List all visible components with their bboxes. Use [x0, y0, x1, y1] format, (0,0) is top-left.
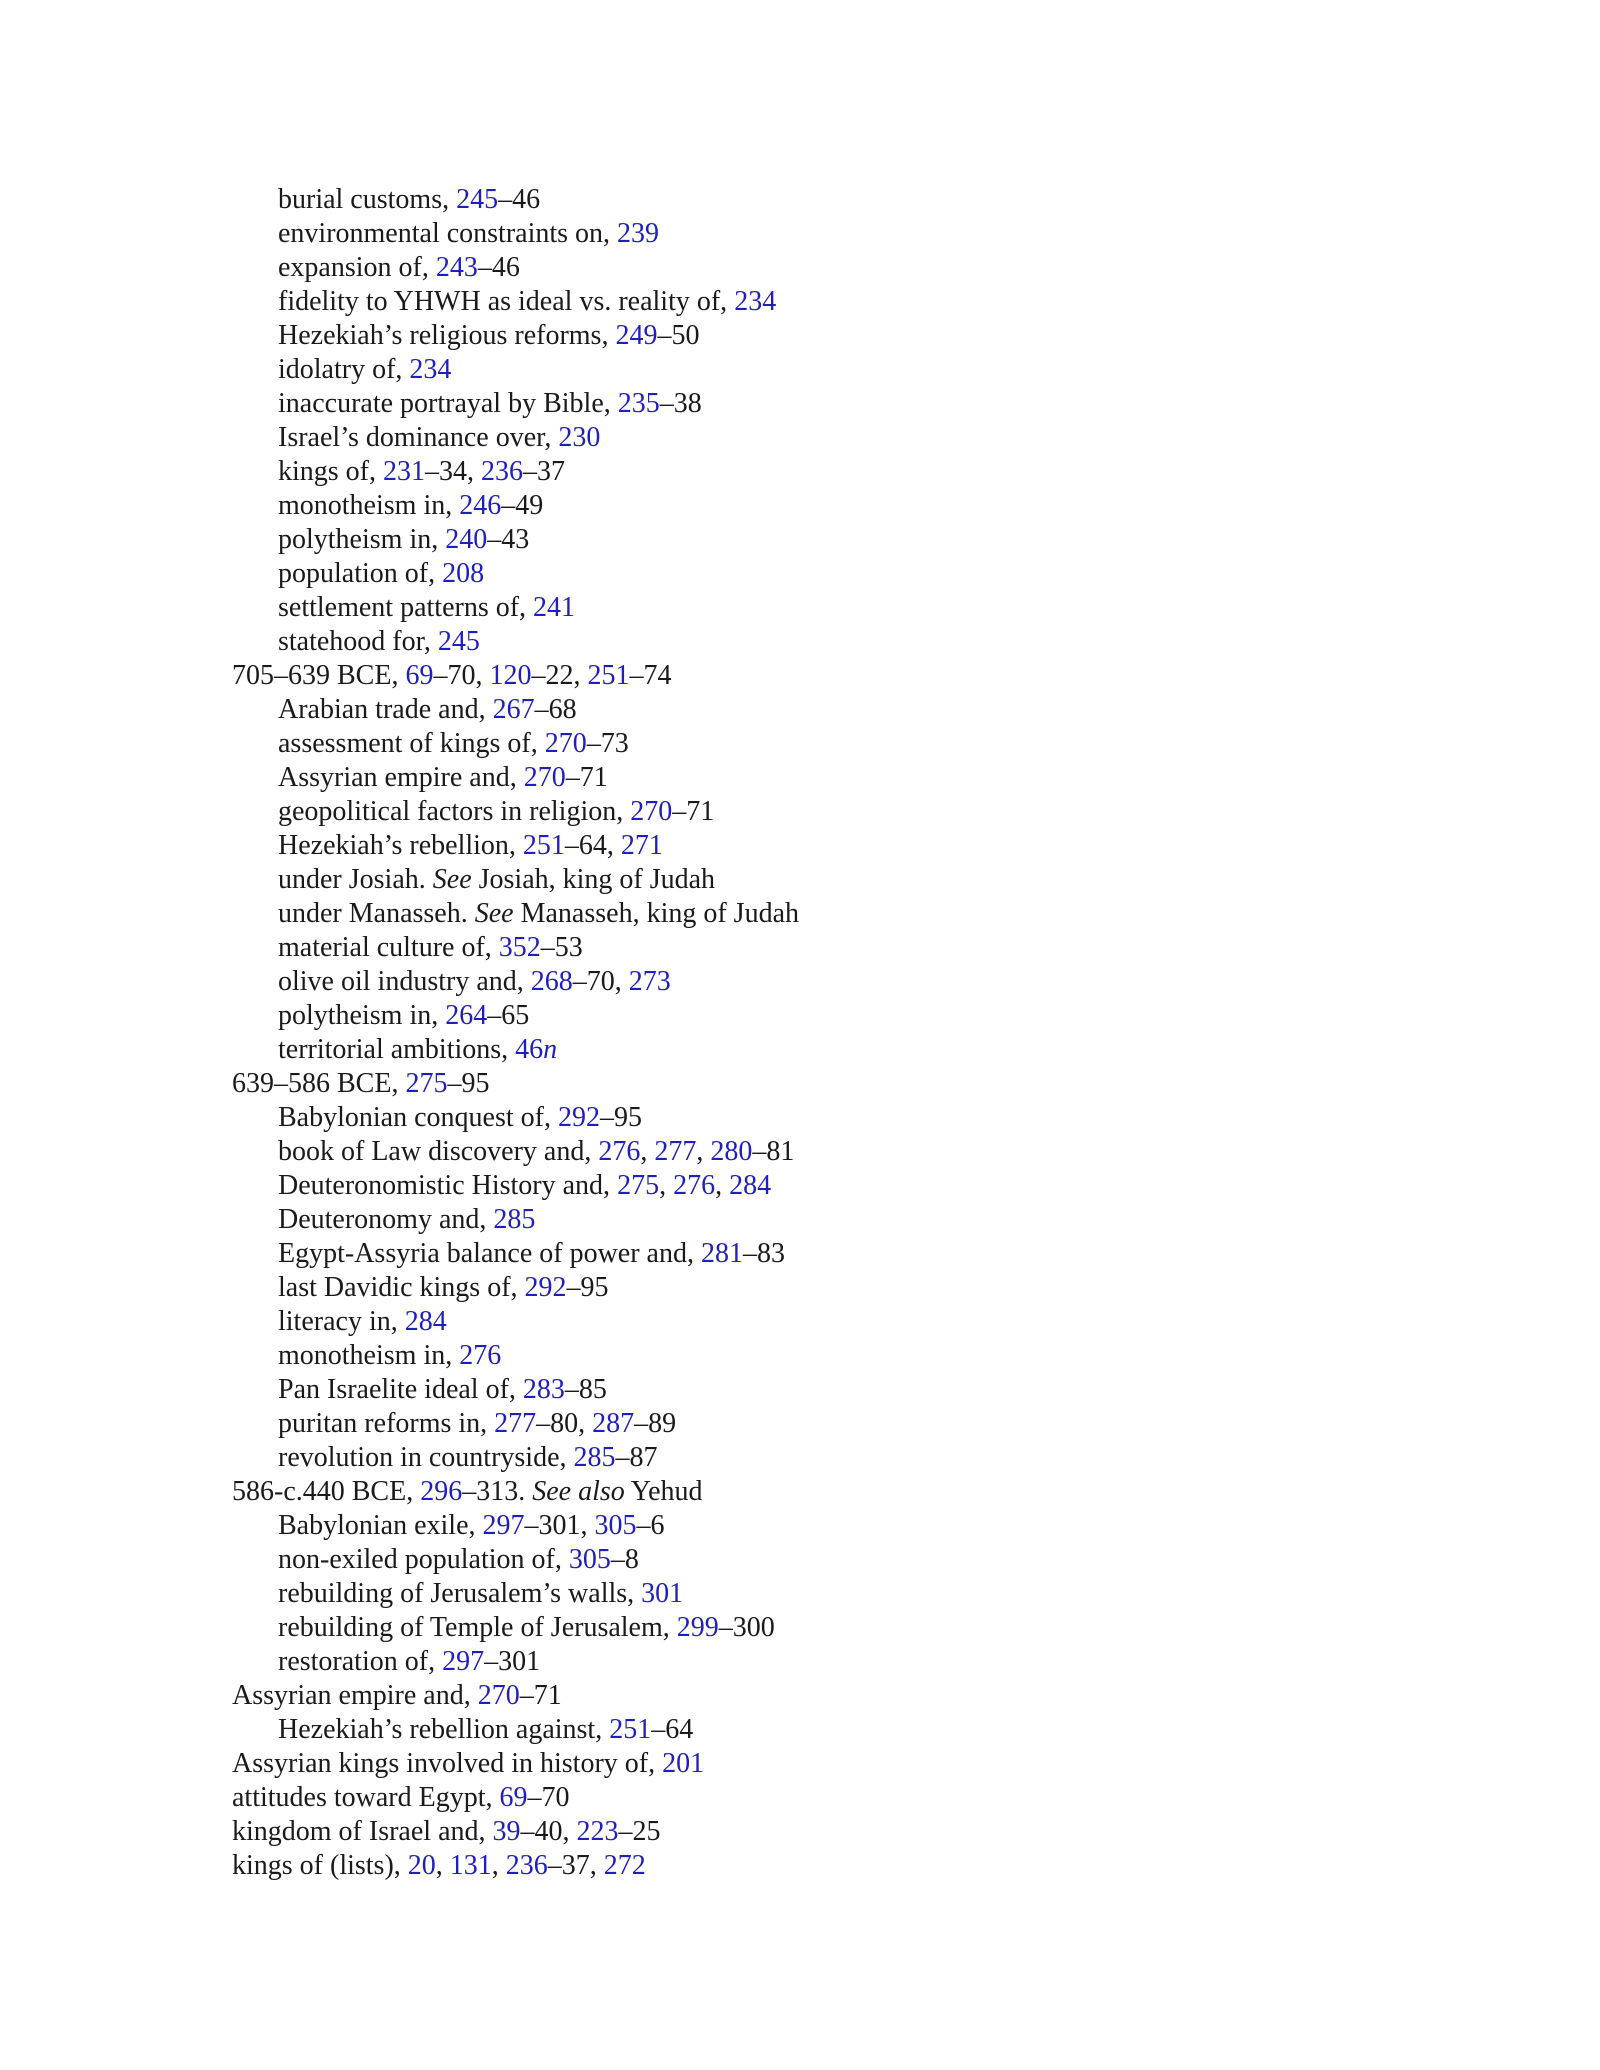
entry-text: settlement patterns of,	[278, 592, 534, 623]
entry-text: –301	[484, 1646, 541, 1677]
page-reference-link[interactable]: 235	[617, 388, 660, 419]
index-main-entry	[232, 1067, 799, 1101]
page-reference-link[interactable]: 272	[603, 1850, 646, 1881]
entry-text: ,	[696, 1136, 711, 1167]
index-main-entry	[232, 1679, 799, 1713]
entry-text: –43	[487, 524, 530, 555]
page-reference-link[interactable]: 299	[676, 1612, 719, 1643]
entry-text: –34,	[425, 456, 481, 487]
page-reference-link[interactable]: 270	[477, 1680, 520, 1711]
entry-text: environmental constraints on,	[278, 218, 618, 249]
page-reference-link[interactable]: 267	[492, 694, 535, 725]
page-reference-link[interactable]: 270	[523, 762, 566, 793]
entry-text: ,	[491, 1850, 506, 1881]
page-reference-link[interactable]: 287	[592, 1408, 635, 1439]
page-reference-link[interactable]: 352	[498, 932, 541, 963]
page-reference-link[interactable]: 280	[710, 1136, 753, 1167]
index-main-entry	[232, 1849, 799, 1883]
entry-text: –37	[523, 456, 565, 487]
entry-text: –313.	[462, 1476, 533, 1507]
entry-text: kings of (lists),	[232, 1850, 408, 1881]
entry-text: Hezekiah’s rebellion against,	[278, 1714, 610, 1745]
index-subentry	[232, 353, 799, 387]
page-reference-link[interactable]: 292	[524, 1272, 567, 1303]
entry-text: –49	[501, 490, 544, 521]
page-reference-link[interactable]: 239	[617, 218, 660, 249]
entry-text: Egypt-Assyria balance of power and,	[278, 1238, 701, 1269]
entry-text: Babylonian conquest of,	[278, 1102, 558, 1133]
page-reference-link[interactable]: 271	[620, 830, 663, 861]
index-subentry	[232, 1033, 799, 1067]
index-subentry	[232, 1407, 799, 1441]
index-subentry	[232, 1509, 799, 1543]
page-reference-link[interactable]: 276	[598, 1136, 641, 1167]
index-subentry	[232, 795, 799, 829]
entry-text: literacy in,	[278, 1306, 405, 1337]
index-main-entry	[232, 659, 799, 693]
index-subentry	[232, 863, 799, 897]
index-main-entry	[232, 1815, 799, 1849]
page-reference-link[interactable]: 201	[662, 1748, 705, 1779]
entry-text: geopolitical factors in religion,	[278, 796, 631, 827]
entry-text: Assyrian empire and,	[232, 1680, 478, 1711]
entry-text: –46	[477, 252, 520, 283]
index-subentry	[232, 761, 799, 795]
entry-text: inaccurate portrayal by Bible,	[278, 388, 618, 419]
entry-text: –70,	[572, 966, 629, 997]
entry-text: restoration of,	[278, 1646, 443, 1677]
index-subentry	[232, 999, 799, 1033]
entry-text: Yehud	[624, 1476, 703, 1507]
entry-text: ,	[659, 1170, 674, 1201]
page-reference-link[interactable]: 234	[409, 354, 452, 385]
page-reference-link[interactable]: 251	[522, 830, 565, 861]
entry-text: –85	[564, 1374, 607, 1405]
index-subentry	[232, 489, 799, 523]
page-reference-link[interactable]: 275	[617, 1170, 660, 1201]
index-subentry	[232, 285, 799, 319]
entry-text: last Davidic kings of,	[278, 1272, 525, 1303]
entry-text: –89	[634, 1408, 677, 1439]
page-reference-link[interactable]: 251	[609, 1714, 652, 1745]
entry-text: polytheism in,	[278, 524, 446, 555]
index-subentry	[232, 557, 799, 591]
page-reference-link[interactable]: 241	[533, 592, 576, 623]
index-subentry	[232, 1577, 799, 1611]
page-reference-link[interactable]: 277	[494, 1408, 537, 1439]
entry-text: Pan Israelite ideal of,	[278, 1374, 523, 1405]
page-reference-link[interactable]: 236	[505, 1850, 548, 1881]
entry-text: Hezekiah’s religious reforms,	[278, 320, 616, 351]
page-reference-link[interactable]: 277	[654, 1136, 697, 1167]
page-reference-link[interactable]: 270	[630, 796, 673, 827]
entry-text: Babylonian exile,	[278, 1510, 483, 1541]
page-reference-link[interactable]: 281	[700, 1238, 743, 1269]
index-subentry	[232, 1441, 799, 1475]
page-reference-link[interactable]: 297	[482, 1510, 525, 1541]
entry-text: 705–639 BCE,	[232, 660, 406, 691]
page-reference-link[interactable]: 236	[481, 456, 523, 487]
page-reference-link[interactable]: 276	[459, 1340, 502, 1371]
entry-text: –95	[447, 1068, 490, 1099]
entry-text: –300	[718, 1612, 775, 1643]
index-subentry	[232, 1203, 799, 1237]
page-reference-link[interactable]: 285	[493, 1204, 536, 1235]
entry-text: under Manasseh.	[278, 898, 475, 929]
entry-text: –46	[498, 184, 541, 215]
entry-text: Josiah, king of Judah	[471, 864, 716, 895]
entry-text: –71	[672, 796, 715, 827]
index-entry-list	[232, 183, 799, 1883]
entry-text: –83	[742, 1238, 785, 1269]
entry-text: –301,	[524, 1510, 595, 1541]
entry-text: fidelity to YHWH as ideal vs. reality of,	[278, 286, 735, 317]
entry-text: Deuteronomistic History and,	[278, 1170, 618, 1201]
page-reference-link[interactable]: 230	[558, 422, 601, 453]
index-subentry	[232, 1543, 799, 1577]
page-reference-link[interactable]: 284	[729, 1170, 772, 1201]
cross-reference-label: See also	[532, 1476, 625, 1507]
entry-text: –40,	[520, 1816, 577, 1847]
page-reference-link[interactable]: 120	[489, 660, 532, 691]
entry-text: ,	[640, 1136, 655, 1167]
page-reference-link[interactable]: 270	[544, 728, 587, 759]
entry-text: material culture of,	[278, 932, 499, 963]
index-subentry	[232, 387, 799, 421]
entry-text: rebuilding of Temple of Jerusalem,	[278, 1612, 677, 1643]
entry-text: Hezekiah’s rebellion,	[278, 830, 523, 861]
index-subentry	[232, 897, 799, 931]
entry-text: –22,	[531, 660, 588, 691]
index-subentry	[232, 421, 799, 455]
index-subentry	[232, 1271, 799, 1305]
index-subentry	[232, 183, 799, 217]
entry-text: –95	[566, 1272, 609, 1303]
entry-text: 639–586 BCE,	[232, 1068, 406, 1099]
entry-text: –74	[629, 660, 672, 691]
page-reference-link[interactable]: 245	[456, 184, 499, 215]
page-reference-link[interactable]: 39	[492, 1816, 521, 1847]
entry-text: expansion of,	[278, 252, 436, 283]
index-subentry	[232, 931, 799, 965]
entry-text: under Josiah.	[278, 864, 433, 895]
cross-reference-label: See	[474, 898, 514, 929]
index-subentry	[232, 1237, 799, 1271]
index-subentry	[232, 625, 799, 659]
page-reference-link[interactable]: 283	[522, 1374, 565, 1405]
index-subentry	[232, 1169, 799, 1203]
entry-text: Assyrian empire and,	[278, 762, 524, 793]
entry-text: ,	[715, 1170, 730, 1201]
index-subentry	[232, 829, 799, 863]
page-reference-link[interactable]: 223	[576, 1816, 619, 1847]
entry-text: attitudes toward Egypt,	[232, 1782, 500, 1813]
index-subentry	[232, 1713, 799, 1747]
entry-text: ,	[435, 1850, 450, 1881]
entry-text: –70,	[433, 660, 490, 691]
entry-text: book of Law discovery and,	[278, 1136, 599, 1167]
page-reference-link[interactable]: 246	[459, 490, 502, 521]
entry-text: –65	[487, 1000, 530, 1031]
index-subentry	[232, 727, 799, 761]
entry-text: –73	[586, 728, 629, 759]
index-subentry	[232, 251, 799, 285]
page-reference-link[interactable]: 249	[615, 320, 658, 351]
index-subentry	[232, 1373, 799, 1407]
index-subentry	[232, 217, 799, 251]
index-subentry	[232, 1305, 799, 1339]
page-reference-link[interactable]: 305	[568, 1544, 611, 1575]
entry-text: monotheism in,	[278, 490, 460, 521]
entry-text: 586-c.440 BCE,	[232, 1476, 421, 1507]
entry-text: –64,	[564, 830, 621, 861]
page-reference-link[interactable]: 234	[734, 286, 777, 317]
entry-text: –8	[610, 1544, 639, 1575]
entry-text: –70	[527, 1782, 570, 1813]
entry-text: –87	[615, 1442, 658, 1473]
index-subentry	[232, 1339, 799, 1373]
entry-text: –38	[659, 388, 702, 419]
entry-text: –71	[565, 762, 608, 793]
entry-text: olive oil industry and,	[278, 966, 531, 997]
page-reference-link[interactable]: 301	[641, 1578, 684, 1609]
index-subentry	[232, 1645, 799, 1679]
entry-text: Manasseh, king of Judah	[513, 898, 799, 929]
entry-text: Arabian trade and,	[278, 694, 493, 725]
page-reference-link[interactable]: 305	[594, 1510, 637, 1541]
entry-text: burial customs,	[278, 184, 457, 215]
page-reference-link[interactable]: 251	[587, 660, 630, 691]
page-reference-link[interactable]: 69	[499, 1782, 528, 1813]
index-main-entry	[232, 1781, 799, 1815]
entry-text: puritan reforms in,	[278, 1408, 495, 1439]
entry-text: monotheism in,	[278, 1340, 460, 1371]
index-subentry	[232, 523, 799, 557]
page-reference-link[interactable]: 273	[628, 966, 671, 997]
page-reference-link[interactable]: 245	[437, 626, 480, 657]
index-subentry	[232, 1101, 799, 1135]
index-main-entry	[232, 1475, 799, 1509]
page-reference-link[interactable]: 285	[573, 1442, 616, 1473]
page-reference-link[interactable]: 131	[449, 1850, 492, 1881]
index-subentry	[232, 1611, 799, 1645]
entry-text: revolution in countryside,	[278, 1442, 574, 1473]
entry-text: population of,	[278, 558, 443, 589]
entry-text: –53	[540, 932, 583, 963]
cross-reference-label: See	[432, 864, 472, 895]
page-reference-link[interactable]: 297	[442, 1646, 485, 1677]
entry-text: idolatry of,	[278, 354, 410, 385]
entry-text: –95	[599, 1102, 642, 1133]
entry-text: –68	[534, 694, 577, 725]
entry-text: –64	[651, 1714, 694, 1745]
page-reference-link[interactable]: n	[543, 1034, 558, 1065]
entry-text: –80,	[536, 1408, 593, 1439]
entry-text: polytheism in,	[278, 1000, 446, 1031]
entry-text: –50	[657, 320, 700, 351]
entry-text: kingdom of Israel and,	[232, 1816, 493, 1847]
page-reference-link[interactable]: 20	[407, 1850, 436, 1881]
entry-text: territorial ambitions,	[278, 1034, 516, 1065]
page-reference-link[interactable]: 240	[445, 524, 488, 555]
index-subentry	[232, 965, 799, 999]
page-reference-link[interactable]: 231	[383, 456, 425, 487]
page-reference-link[interactable]: 276	[673, 1170, 716, 1201]
index-main-entry	[232, 1747, 799, 1781]
index-subentry	[232, 455, 799, 489]
entry-text: –71	[519, 1680, 562, 1711]
page-reference-link[interactable]: 208	[442, 558, 485, 589]
entry-text: non-exiled population of,	[278, 1544, 569, 1575]
page-reference-link[interactable]: 268	[530, 966, 573, 997]
page-reference-link[interactable]: 292	[557, 1102, 600, 1133]
entry-text: Deuteronomy and,	[278, 1204, 494, 1235]
entry-text: assessment of kings of,	[278, 728, 545, 759]
entry-text: Assyrian kings involved in history of,	[232, 1748, 663, 1779]
page-reference-link[interactable]: 284	[404, 1306, 447, 1337]
index-subentry	[232, 591, 799, 625]
page-reference-link[interactable]: 243	[435, 252, 478, 283]
entry-text: statehood for,	[278, 626, 438, 657]
page-reference-link[interactable]: 46	[515, 1034, 544, 1065]
index-subentry	[232, 319, 799, 353]
page-reference-link[interactable]: 296	[420, 1476, 463, 1507]
entry-text: –6	[636, 1510, 665, 1541]
index-subentry	[232, 693, 799, 727]
page-reference-link[interactable]: 275	[405, 1068, 448, 1099]
entry-text: –25	[618, 1816, 661, 1847]
page-reference-link[interactable]: 69	[405, 660, 434, 691]
page-reference-link[interactable]: 264	[445, 1000, 488, 1031]
entry-text: Israel’s dominance over,	[278, 422, 559, 453]
entry-text: kings of,	[278, 456, 383, 487]
index-subentry	[232, 1135, 799, 1169]
entry-text: –37,	[547, 1850, 604, 1881]
entry-text: rebuilding of Jerusalem’s walls,	[278, 1578, 642, 1609]
entry-text: –81	[752, 1136, 795, 1167]
